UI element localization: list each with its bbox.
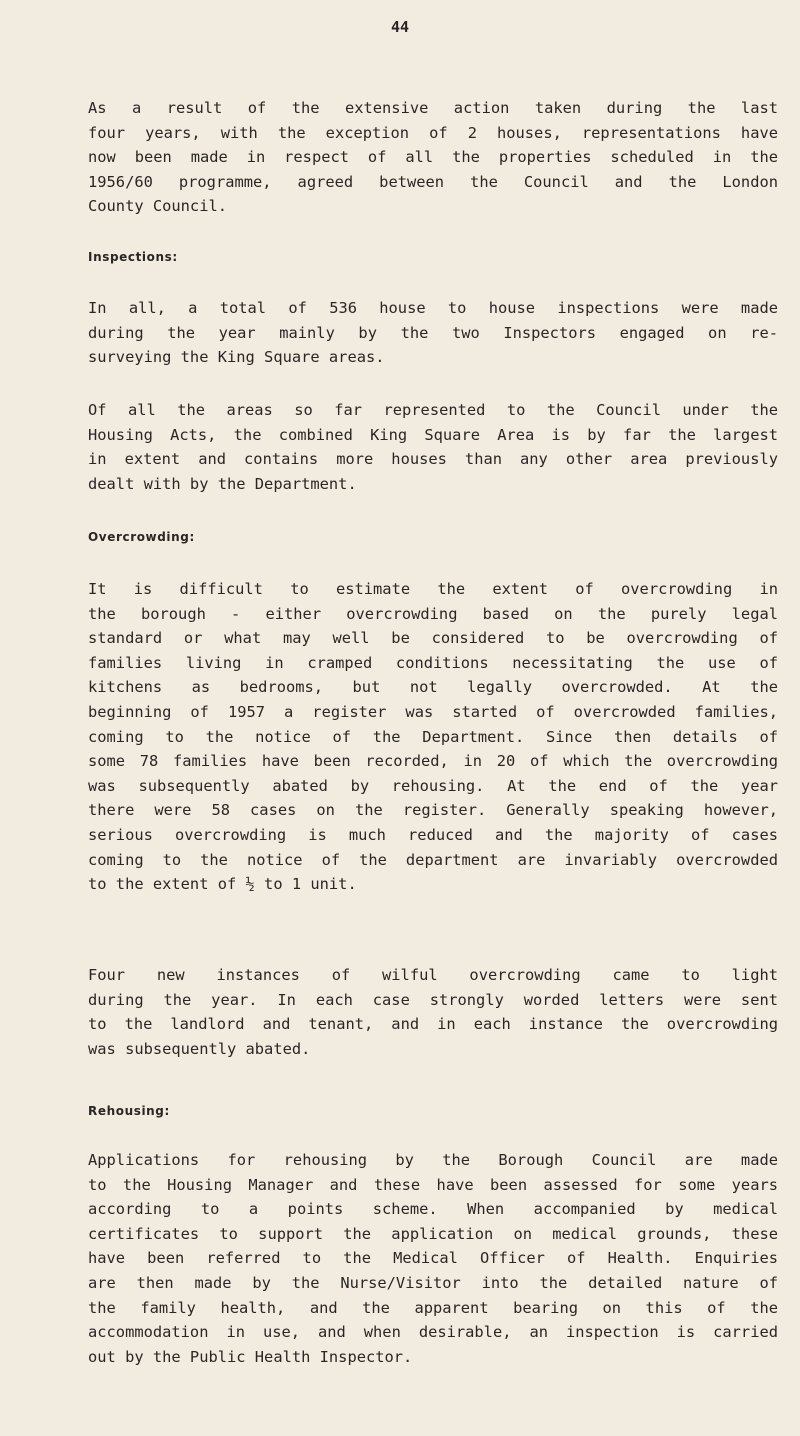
text-line: In all, a total of 536 house to house inspections were made	[88, 299, 778, 317]
text-line: surveying the King Square areas.	[88, 348, 385, 367]
overcrowding-paragraph-1	[88, 577, 778, 897]
inspections-paragraph-1	[88, 296, 778, 370]
text-line: have been referred to the Medical Officer of Health. Enquiries	[88, 1249, 778, 1268]
text-line: serious overcrowding is much reduced and the majority of cases	[88, 825, 778, 844]
section-heading-rehousing: Rehousing:	[88, 1104, 170, 1118]
page-number: 44	[390, 18, 410, 36]
text-line: in extent and contains more houses than any other area previously	[88, 450, 778, 469]
text-line: was subsequently abated by rehousing. At the end of the year	[88, 776, 778, 795]
text-line: to the landlord and tenant, and in each instance the overcrowding	[88, 1015, 778, 1034]
text-line: the family health, and the apparent bearing on this of the	[88, 1298, 778, 1317]
text-line: As a result of the extensive action taken during the last	[88, 99, 778, 117]
overcrowding-paragraph-2	[88, 963, 778, 1061]
text-line: certificates to support the application on medical grounds, these	[88, 1224, 778, 1243]
section-heading-overcrowding: Overcrowding:	[88, 530, 195, 544]
text-line: dealt with by the Department.	[88, 474, 357, 493]
text-line: to the extent of ½ to 1 unit.	[88, 875, 357, 894]
inspections-paragraph-2	[88, 398, 778, 496]
text-line: It is difficult to estimate the extent of overcrowding in	[88, 580, 778, 598]
text-line: some 78 families have been recorded, in 20 of which the overcrowding	[88, 752, 778, 771]
text-line: now been made in respect of all the properties scheduled in the	[88, 148, 778, 167]
text-line: to the Housing Manager and these have been assessed for some years	[88, 1175, 778, 1194]
text-line: Four new instances of wilful overcrowding came to light	[88, 966, 778, 984]
text-line: standard or what may well be considered to be overcrowding of	[88, 629, 778, 648]
intro-paragraph	[88, 96, 778, 219]
text-line: according to a points scheme. When accompanied by medical	[88, 1200, 778, 1219]
text-line: out by the Public Health Inspector.	[88, 1347, 413, 1366]
text-line: families living in cramped conditions necessitating the use of	[88, 653, 778, 672]
text-line: Of all the areas so far represented to the Council under the	[88, 401, 778, 419]
text-line: beginning of 1957 a register was started of overcrowded families,	[88, 702, 778, 721]
text-line: are then made by the Nurse/Visitor into the detailed nature of	[88, 1273, 778, 1292]
text-line: accommodation in use, and when desirable, an inspection is carried	[88, 1323, 778, 1342]
text-line: County Council.	[88, 197, 227, 216]
text-line: kitchens as bedrooms, but not legally overcrowded. At the	[88, 678, 778, 697]
rehousing-paragraph-1	[88, 1148, 778, 1369]
text-line: was subsequently abated.	[88, 1039, 311, 1058]
text-line: coming to the notice of the department are invariably overcrowded	[88, 850, 778, 869]
text-line: four years, with the exception of 2 houses, representations have	[88, 123, 778, 142]
section-heading-inspections: Inspections:	[88, 250, 178, 264]
text-line: there were 58 cases on the register. Generally speaking however,	[88, 801, 778, 820]
text-line: Applications for rehousing by the Borough Council are made	[88, 1151, 778, 1169]
text-line: Housing Acts, the combined King Square Area is by far the largest	[88, 425, 778, 444]
text-line: 1956/60 programme, agreed between the Council and the London	[88, 172, 778, 191]
text-line: the borough - either overcrowding based on the purely legal	[88, 604, 778, 623]
text-line: during the year mainly by the two Inspectors engaged on re-	[88, 323, 778, 342]
text-line: coming to the notice of the Department. Since then details of	[88, 727, 778, 746]
text-line: during the year. In each case strongly worded letters were sent	[88, 990, 778, 1009]
